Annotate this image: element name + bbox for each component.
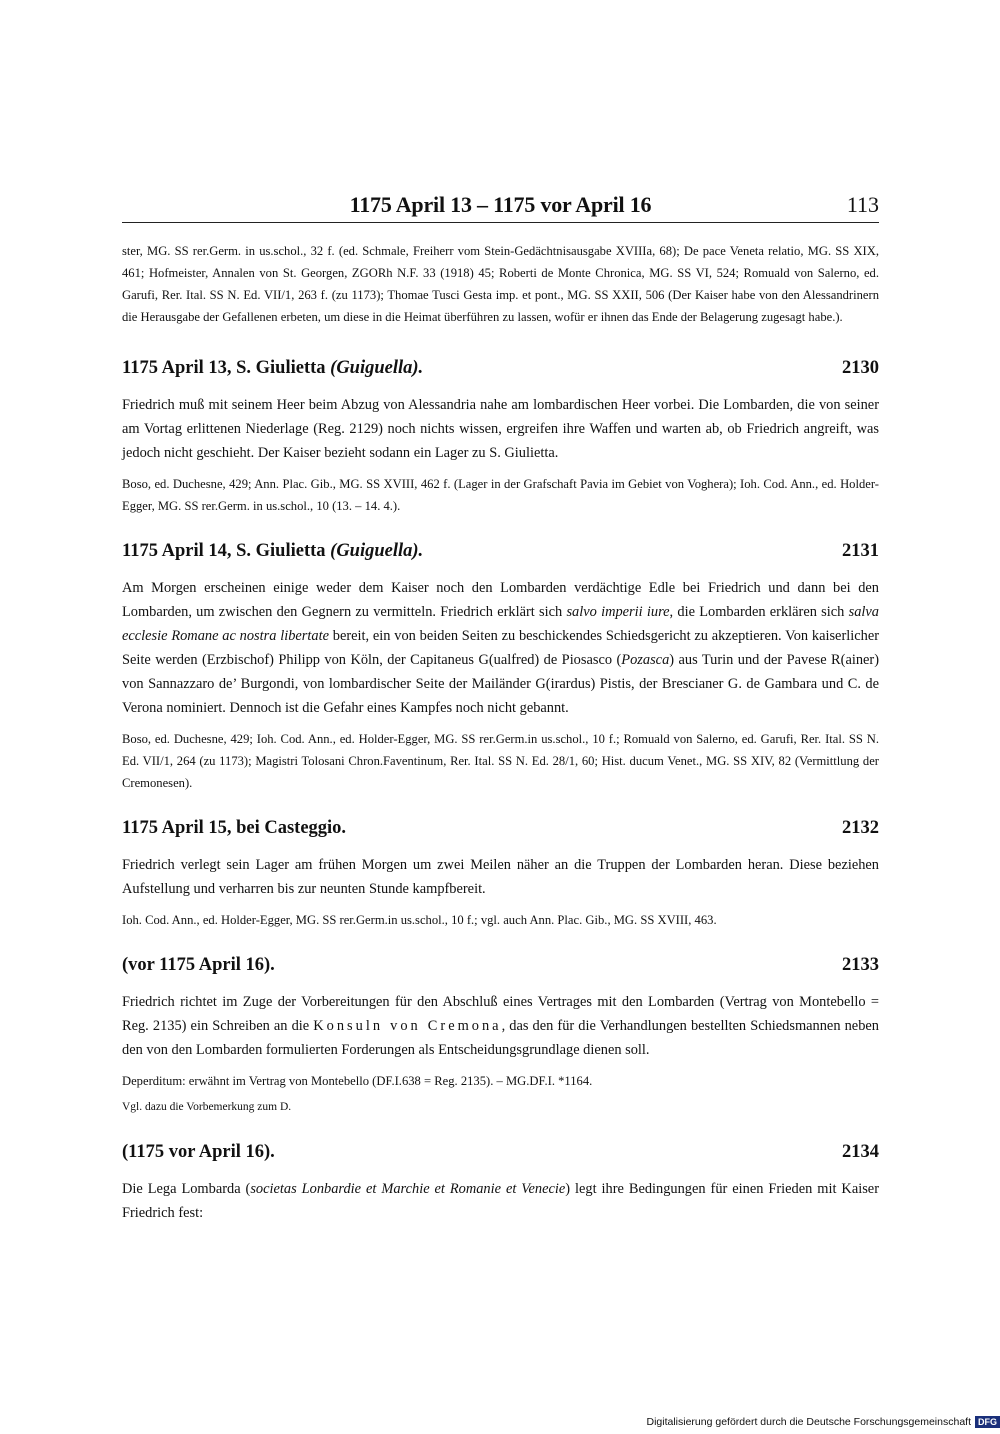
entry-date-place: (vor 1175 April 16). xyxy=(122,955,275,975)
entry-sources: Deperditum: erwähnt im Vertrag von Montebello (DF.I.638 = Reg. 2135). – MG.DF.I. *1164. xyxy=(122,1074,593,1088)
text-run: , die Lombarden erklären sich xyxy=(669,604,849,620)
text-run: Am Morgen erscheinen einige weder dem Kaiser noch den Lombarden verdächtige Edle bei Friedrich und dann bei den Lombarden, um zwischen den Gegnern zu vermitteln. Friedrich erklärt sich xyxy=(122,580,879,620)
text-run: ) legt ihre Bedingungen für einen Frieden mit Kaiser Friedrich fest: xyxy=(122,1181,879,1221)
entry-text: Friedrich muß mit seinem Heer beim Abzug von Alessandria nahe am lombardischen Heer vorbei. Die Lombarden, die von seiner am Vortag erlittenen Niederlage (Reg. 2129) noch nichts wissen, ergreifen ihre Waffen und warten ab, ob Friedrich angreift, was jedoch nicht geschieht. Der Kaiser bezieht sodann ein Lager zu S. Giulietta. xyxy=(122,397,879,461)
entry-text xyxy=(122,576,879,720)
entry-title xyxy=(122,541,423,562)
page-number: 113 xyxy=(846,192,879,217)
text-run: ) aus Turin und der Pavese R(ainer) von Sannazzaro de’ Burgondi, von lombardischer Seite der Mailänder G(irardus) Pistis, der Brescianer G. de Gambara und C. de Verona nominiert. Dennoch ist die Gefahr eines Kampfes noch nicht gebannt. xyxy=(122,652,879,716)
entry-title xyxy=(122,358,423,379)
regest-2132 xyxy=(122,818,879,931)
regest-2134 xyxy=(122,1142,879,1225)
text-run: , das den für die Verhandlungen bestellten Schiedsmannen neben den von den Lombarden formulierten Forderungen als Entscheidungsgrundlage dienen soll. xyxy=(122,1018,879,1058)
entry-heading xyxy=(122,818,879,839)
entry-place-alt: (Guiguella). xyxy=(330,541,424,561)
entry-heading xyxy=(122,541,879,562)
latin-phrase: societas Lonbardie et Marchie et Romanie et Venecie xyxy=(250,1181,566,1197)
latin-phrase: salvo imperii iure xyxy=(566,604,670,620)
dfg-footer xyxy=(646,1416,1000,1428)
entry-text: Friedrich verlegt sein Lager am frühen Morgen um zwei Meilen näher an die Truppen der Lombarden heran. Diese beziehen Aufstellung und verharren bis zur neunten Stunde kampfbereit. xyxy=(122,857,879,897)
entry-number: 2130 xyxy=(842,358,879,378)
text-run: Die Lega Lombarda ( xyxy=(122,1181,251,1197)
regest-2130 xyxy=(122,358,879,517)
entry-sources: Ioh. Cod. Ann., ed. Holder-Egger, MG. SS rer.Germ.in us.schol., 10 f.; vgl. auch Ann. Plac. Gib., MG. SS XVIII, 463. xyxy=(122,913,717,927)
entry-number: 2134 xyxy=(842,1142,879,1162)
entry-heading xyxy=(122,1142,879,1163)
entry-date-place: 1175 April 14, S. Giulietta xyxy=(122,541,331,561)
entry-note: Vgl. dazu die Vorbemerkung zum D. xyxy=(122,1101,292,1113)
running-title: 1175 April 13 – 1175 vor April 16 xyxy=(349,192,652,217)
latin-phrase: salva ecclesie Romane ac nostra libertate xyxy=(122,604,879,644)
entry-sources: Boso, ed. Duchesne, 429; Ioh. Cod. Ann., ed. Holder-Egger, MG. SS rer.Germ.in us.schol., 10 f.; Romuald von Salerno, ed. Garufi, Rer. Ital. SS N. Ed. VII/1, 264 (zu 1173); Magistri Tolosani Chron.Faventinum, Rer. Ital. SS N. Ed. 28/1, 60; Hist. ducum Venet., MG. SS XIV, 82 (Vermittlung der Cremonesen). xyxy=(122,732,879,790)
entry-date-place: (1175 vor April 16). xyxy=(122,1142,275,1162)
entry-date-place: 1175 April 15, bei Casteggio. xyxy=(122,818,347,838)
entry-date-place: 1175 April 13, S. Giulietta xyxy=(122,358,331,378)
main-content xyxy=(122,240,879,1233)
entry-number: 2133 xyxy=(842,955,879,975)
footer-text: Digitalisierung gefördert durch die Deutsche Forschungsgemeinschaft xyxy=(646,1416,971,1428)
regest-2131 xyxy=(122,541,879,794)
entry-number: 2131 xyxy=(842,541,879,561)
intro-sources: ster, MG. SS rer.Germ. in us.schol., 32 f. (ed. Schmale, Freiherr vom Stein-Gedächtnisausgabe XVIIIa, 68); De pace Veneta relatio, MG. SS XIX, 461; Hofmeister, Annalen von St. Georgen, ZGORh N.F. 33 (1918) 45; Roberti de Monte Chronica, MG. SS VI, 524; Romuald von Salerno, ed. Garufi, Rer. Ital. SS N. Ed. VII/1, 263 f. (zu 1173); Thomae Tusci Gesta imp. et pont., MG. SS XXII, 506 (Der Kaiser habe von den Alessandrinern die Herausgabe der Gefallenen erbeten, um diese in die Heimat überführen zu lassen, wofür er ihnen das Ende der Belagerung zugesagt habe.). xyxy=(122,244,879,324)
latin-phrase: Pozasca xyxy=(621,652,670,668)
entry-heading xyxy=(122,955,879,976)
entry-heading xyxy=(122,358,879,379)
entry-text xyxy=(122,1177,879,1225)
text-run: bereit, ein von beiden Seiten zu beschickendes Schiedsgericht zu akzeptieren. Von kaiserlicher Seite werden (Erzbischof) Philipp von Köln, der Capitaneus G(ualfred) de Piosasco ( xyxy=(122,628,879,668)
entry-number: 2132 xyxy=(842,818,879,838)
entry-place-alt: (Guiguella). xyxy=(330,358,424,378)
spaced-name: Konsuln von Cremona xyxy=(313,1018,502,1034)
entry-sources: Boso, ed. Duchesne, 429; Ann. Plac. Gib., MG. SS XVIII, 462 f. (Lager in der Grafschaft Pavia im Gebiet von Voghera); Ioh. Cod. Ann., ed. Holder-Egger, MG. SS rer.Germ. in us.schol., 10 (13. – 14. 4.). xyxy=(122,477,879,513)
dfg-logo: DFG xyxy=(975,1416,1000,1428)
text-run: Friedrich richtet im Zuge der Vorbereitungen für den Abschluß eines Vertrages mit den Lombarden (Vertrag von Montebello = Reg. 2135) ein Schreiben an die xyxy=(122,994,879,1034)
regest-2133 xyxy=(122,955,879,1118)
entry-text xyxy=(122,990,879,1062)
running-header xyxy=(122,192,879,223)
